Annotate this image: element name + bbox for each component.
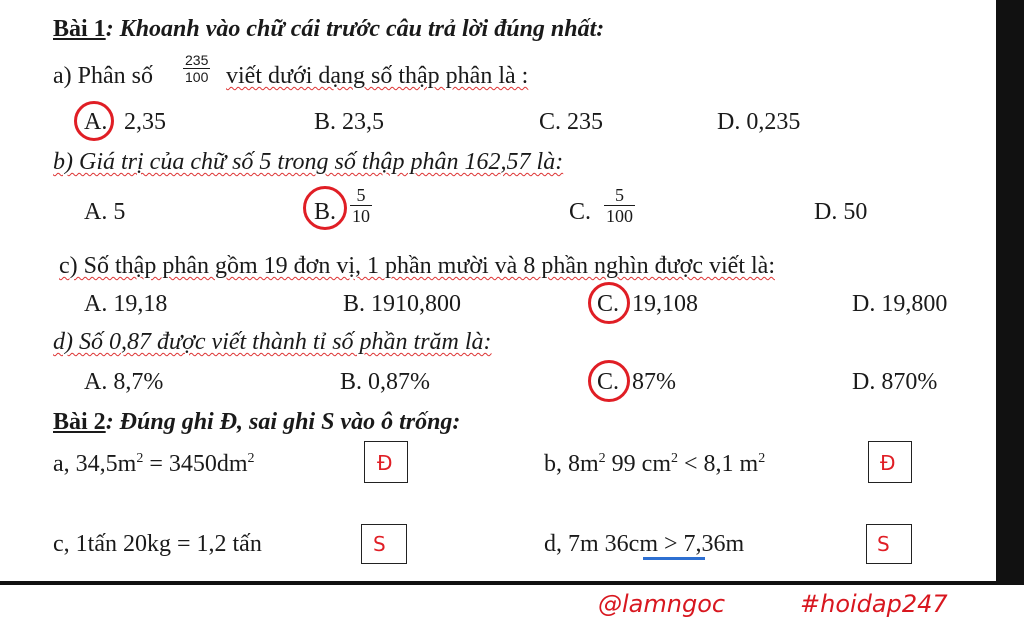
author-signature: @lamngoc xyxy=(598,590,726,618)
answer-circle xyxy=(74,101,114,141)
frame-right-border xyxy=(996,0,1024,585)
option-c-C-value: 19,108 xyxy=(632,291,698,317)
question-d: d) Số 0,87 được viết thành tỉ số phần trăm là: xyxy=(53,329,492,355)
frame-bottom-border xyxy=(0,581,1024,585)
option-d-C: C. xyxy=(597,369,620,395)
fraction-denominator: 100 xyxy=(185,69,209,85)
answer-circle xyxy=(588,282,630,324)
statement-a-left: a, 34,5m xyxy=(53,451,137,477)
statement-c: c, 1tấn 20kg = 1,2 tấn xyxy=(53,531,262,557)
fraction-5-100 xyxy=(604,185,635,226)
answer-mark-c: S xyxy=(373,532,386,556)
option-d-C-value: 87% xyxy=(632,369,676,395)
option-b-A: A. 5 xyxy=(84,199,126,225)
statement-b-part2: 99 cm xyxy=(605,451,671,477)
question-a-suffix: viết dưới dạng số thập phân là : xyxy=(226,63,529,89)
fraction-denominator: 100 xyxy=(606,206,633,226)
question-b: b) Giá trị của chữ số 5 trong số thập phân 162,57 là: xyxy=(53,149,564,175)
statement-a xyxy=(53,450,255,478)
fraction-numerator: 5 xyxy=(356,185,366,205)
option-c-B: B. 1910,800 xyxy=(343,291,462,317)
superscript: 2 xyxy=(758,451,766,466)
option-letter: A. xyxy=(84,109,108,135)
question-a-text: a) Phân số xyxy=(53,63,153,89)
option-c-D: D. 19,800 xyxy=(852,291,948,317)
statement-d: d, 7m 36cm > 7,36m xyxy=(544,531,745,557)
question-c: c) Số thập phân gồm 19 đơn vị, 1 phần mười và 8 phần nghìn được viết là: xyxy=(59,253,775,279)
option-a-C: C. 235 xyxy=(539,109,604,135)
bai2-label: Bài 2 xyxy=(53,409,106,435)
superscript: 2 xyxy=(671,451,678,466)
answer-circle xyxy=(588,360,630,402)
fraction-235-100 xyxy=(183,52,210,85)
option-c-A: A. 19,18 xyxy=(84,291,168,317)
bai1-title: : Khoanh vào chữ cái trước câu trả lời đúng nhất: xyxy=(105,16,605,42)
option-d-B: B. 0,87% xyxy=(340,369,430,395)
bai2-heading xyxy=(53,408,460,436)
option-d-A: A. 8,7% xyxy=(84,369,164,395)
statement-b xyxy=(544,450,765,478)
highlight-underline xyxy=(643,557,705,560)
option-d-D: D. 870% xyxy=(852,369,938,395)
fraction-numerator: 235 xyxy=(185,52,209,68)
question-a-prefix xyxy=(53,62,153,90)
fraction-denominator: 10 xyxy=(352,206,370,226)
answer-mark-a: Đ xyxy=(377,451,393,475)
site-signature: #hoidap247 xyxy=(800,590,948,618)
option-a-B: B. 23,5 xyxy=(314,109,385,135)
statement-b-part1: b, 8m xyxy=(544,451,599,477)
option-c-C: C. xyxy=(597,291,620,317)
option-b-C: C. xyxy=(569,199,592,225)
fraction-numerator: 5 xyxy=(615,185,624,205)
superscript: 2 xyxy=(598,451,606,466)
bai1-label: Bài 1 xyxy=(53,16,106,42)
superscript: 2 xyxy=(247,451,255,466)
statement-b-part3: < 8,1 m xyxy=(678,451,759,477)
answer-circle xyxy=(303,186,347,230)
option-b-D: D. 50 xyxy=(814,199,868,225)
option-a-A-value: 2,35 xyxy=(124,109,166,135)
option-a-D: D. 0,235 xyxy=(717,109,801,135)
bai2-title: : Đúng ghi Đ, sai ghi S vào ô trống: xyxy=(105,409,461,435)
answer-mark-b: Đ xyxy=(880,451,896,475)
superscript: 2 xyxy=(136,451,144,466)
statement-a-right: = 3450dm xyxy=(143,451,248,477)
answer-mark-d: S xyxy=(877,532,890,556)
fraction-5-10 xyxy=(350,185,372,226)
bai1-heading xyxy=(53,15,604,43)
option-b-B: B. xyxy=(314,199,337,225)
